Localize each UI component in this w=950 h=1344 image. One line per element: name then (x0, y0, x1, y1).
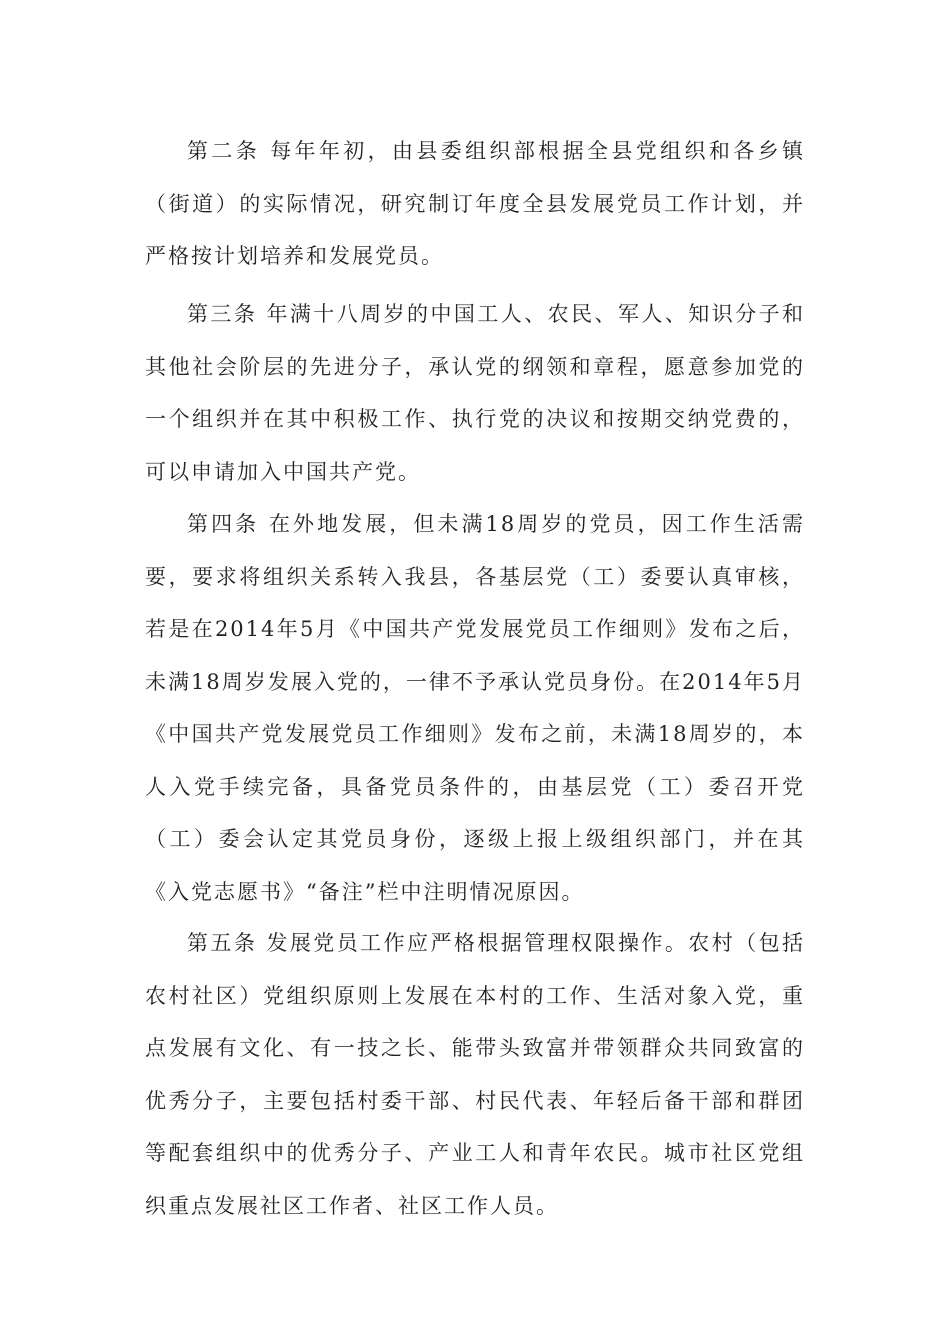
article-4 (145, 498, 805, 918)
article-number: 第五条 (187, 931, 258, 955)
article-text: 年满十八周岁的中国工人、农民、军人、知识分子和其他社会阶层的先进分子，承认党的纲领和章程，愿意参加党的一个组织并在其中积极工作、执行党的决议和按期交纳党费的，可以申请加入中国共产党。 (145, 302, 806, 484)
article-number: 第四条 (187, 512, 260, 536)
article-3 (145, 288, 805, 498)
article-text: 在外地发展，但未满18周岁的党员，因工作生活需要，要求将组织关系转入我县，各基层党（工）委要认真审核，若是在2014年5月《中国共产党发展党员工作细则》发布之后，未满18周岁发展入党的，一律不予承认党员身份。在2014年5月《中国共产党发展党员工作细则》发布之前，未满18周岁的，本人入党手续完备，具备党员条件的，由基层党（工）委召开党（工）委会认定其党员身份，逐级上报上级组织部门，并在其《入党志愿书》“备注”栏中注明情况原因。 (145, 512, 805, 904)
article-number: 第三条 (187, 302, 258, 326)
article-5 (145, 917, 805, 1232)
article-number: 第二条 (187, 139, 261, 163)
article-2 (145, 125, 805, 283)
article-text: 发展党员工作应严格根据管理权限操作。农村（包括农村社区）党组织原则上发展在本村的工作、生活对象入党，重点发展有文化、有一技之长、能带头致富并带领群众共同致富的优秀分子，主要包括村委干部、村民代表、年轻后备干部和群团等配套组织中的优秀分子、产业工人和青年农民。城市社区党组织重点发展社区工作者、社区工作人员。 (145, 931, 806, 1218)
article-text: 每年年初，由县委组织部根据全县党组织和各乡镇（街道）的实际情况，研究制订年度全县发展党员工作计划，并严格按计划培养和发展党员。 (145, 139, 806, 268)
